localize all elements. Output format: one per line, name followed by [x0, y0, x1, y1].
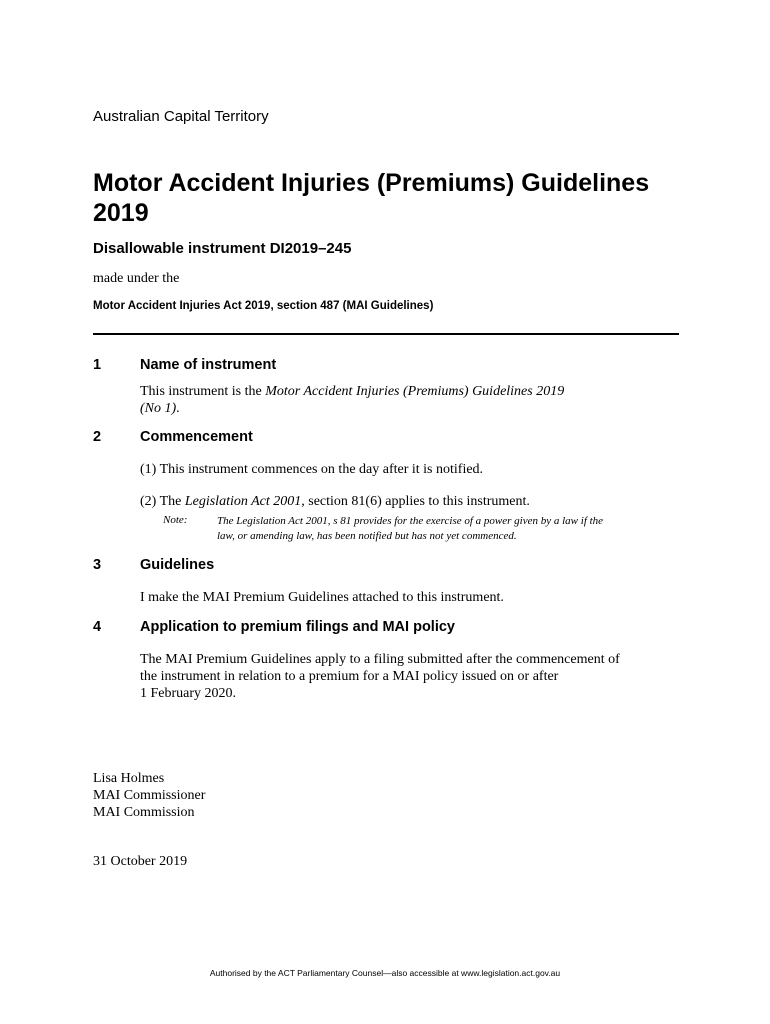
- note-label: Note:: [163, 514, 188, 526]
- note-line-1: The Legislation Act 2001, s 81 provides for the exercise of a power given by a law if the: [217, 515, 604, 527]
- section-1-instrument-name: Motor Accident Injuries (Premiums) Guidelines 2019: [265, 384, 565, 399]
- signing-date: 31 October 2019: [93, 854, 188, 869]
- section-4-heading: Application to premium filings and MAI policy: [140, 619, 455, 635]
- section-4-line-3: 1 February 2020.: [140, 686, 237, 701]
- section-1-text-prefix: This instrument is the: [140, 384, 266, 399]
- made-under-text: made under the: [93, 271, 180, 286]
- signature-block: [93, 770, 205, 821]
- section-2-heading: Commencement: [140, 429, 253, 445]
- footer-authorisation: Authorised by the ACT Parliamentary Counsel—also accessible at www.legislation.act.gov.au: [209, 968, 561, 978]
- note-text: [217, 514, 687, 544]
- section-2-sub2-prefix: (2) The: [140, 494, 185, 509]
- section-3-number: 3: [93, 557, 102, 573]
- title-line-2: 2019: [93, 199, 149, 227]
- section-3-heading: Guidelines: [140, 557, 215, 573]
- section-1-number: 1: [93, 357, 102, 373]
- act-reference: Motor Accident Injuries Act 2019, section 487 (MAI Guidelines): [93, 300, 434, 312]
- section-1-text-suffix: .: [176, 401, 180, 416]
- title-line-1: Motor Accident Injuries (Premiums) Guidelines: [93, 169, 650, 197]
- section-2-subsection-1: (1) This instrument commences on the day after it is notified.: [140, 462, 484, 477]
- signatory-name: Lisa Holmes: [93, 771, 165, 786]
- section-2-number: 2: [93, 429, 102, 445]
- section-4-line-1: The MAI Premium Guidelines apply to a filing submitted after the commencement of: [140, 652, 620, 667]
- section-4-number: 4: [93, 619, 102, 635]
- section-2-act-name: Legislation Act 2001: [184, 494, 302, 509]
- section-4-text: [140, 651, 685, 702]
- note-line-2: law, or amending law, has been notified but has not yet commenced.: [217, 530, 517, 542]
- jurisdiction: Australian Capital Territory: [93, 108, 269, 125]
- section-1-instrument-number: (No 1): [140, 401, 177, 416]
- section-1-text: [140, 383, 685, 417]
- signatory-organisation: MAI Commission: [93, 805, 195, 820]
- instrument-number: Disallowable instrument DI2019–245: [93, 240, 352, 257]
- section-4-line-2: the instrument in relation to a premium for a MAI policy issued on or after: [140, 669, 559, 684]
- section-2-subsection-2: [140, 493, 685, 510]
- signatory-position: MAI Commissioner: [93, 788, 206, 803]
- document-title: [93, 168, 713, 228]
- section-1-heading: Name of instrument: [140, 357, 277, 373]
- section-2-sub2-suffix: , section 81(6) applies to this instrument.: [301, 494, 530, 509]
- divider-rule: [93, 333, 679, 335]
- section-3-text: I make the MAI Premium Guidelines attached to this instrument.: [140, 590, 504, 605]
